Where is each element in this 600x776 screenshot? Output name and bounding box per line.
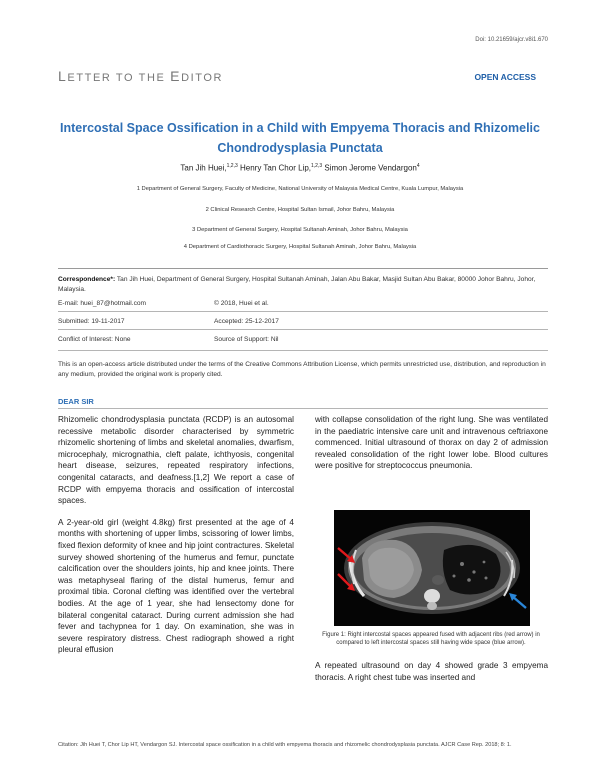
meta-divider-3 <box>58 350 548 351</box>
affiliation-4: 4 Department of Cardiothoracic Surgery, Hospital Sultanah Aminah, Johor Bahru, Malaysia <box>183 244 417 250</box>
salutation-divider <box>58 408 548 409</box>
correspondence-text: Tan Jih Huei, Department of General Surgery, Hospital Sultanah Aminah, Jalan Abu Bakar, Masjid Sultan Abu Bakar, 80000 Johor Bahru, Johor, Malaysia. <box>58 276 536 293</box>
ct-scan-image <box>334 510 530 626</box>
author-1: Tan Jih Huei, <box>180 163 227 173</box>
accepted-date: Accepted: 25-12-2017 <box>214 318 279 325</box>
section-heading <box>58 68 223 84</box>
affiliation-2: 2 Clinical Research Centre, Hospital Sultan Ismail, Johor Bahru, Malaysia <box>205 207 395 213</box>
paragraph-case: A 2-year-old girl (weight 4.8kg) first presented at the age of 4 months with shortening of upper limbs, scissoring of lower limbs, fixed flexion deformity of knee and hip joint contractures. Skeletal survey showed shortening of the humerus and femur, punctate calcification over the shoulders joints, hip and knee joints. There was metaphyseal flaring of the distal humerus, femur and proximal tibia. Coronal clefting was identified over the vertebral bodies. At the age of 1 year, she had lensectomy done for bilateral congenital cataract. During current admission she had fever and tachypnea for 1 day. On examination, she was in severe respiratory distress. Chest radiograph showed a right pleural effusion <box>58 517 294 655</box>
section-first-cap: L <box>58 68 68 84</box>
article-title: Intercostal Space Ossification in a Child with Empyema Thoracis and Rhizomelic Chondrodysplasia Punctata <box>60 121 540 155</box>
right-column-top <box>315 414 548 482</box>
paragraph-intro: Rhizomelic chondrodysplasia punctata (RCDP) is an autosomal recessive metabolic disorder characterised by symmetric rhizomelic shortening of limbs and skeletal anomalies, dwarfism, microcephaly, micrognathia, cleft palate, ichthyosis, congenital heart disease, seizures, repeated respiratory infections, congenital cataracts, and deafness.[1,2] We report a case of RCDP with empyema thoracis and ossification of intercostal spaces. <box>58 415 294 506</box>
paragraph-continuation: with collapse consolidation of the right lung. She was ventilated in the paediatric intensive care unit and intravenous ceftriaxone commenced. Initial ultrasound of thorax on day 2 of admission revealed consolidation of the right lower lobe. Blood cultures were positive for streptococcus pneumonia. <box>315 415 548 471</box>
correspondence <box>58 275 548 294</box>
conflict-of-interest: Conflict of Interest: None <box>58 336 131 343</box>
affiliation-1: 1 Department of General Surgery, Faculty of Medicine, National University of Malaysia Medical Centre, Kuala Lumpur, Malaysia <box>136 186 464 192</box>
correspondence-label: Correspondence*: <box>58 276 116 283</box>
doi[interactable]: Doi: 10.21659/ajcr.v8i1.670 <box>475 37 548 43</box>
citation-footer: Citation: Jih Huei T, Chor Lip HT, Vendargon SJ. Intercostal space ossification in a child with empyema thoracis and rhizomelic chondrodysplasia punctata. AJCR Case Rep. 2018; 8: 1. <box>58 742 512 748</box>
meta-divider-1 <box>58 311 548 312</box>
submitted-date: Submitted: 19-11-2017 <box>58 318 125 325</box>
correspondence-box <box>58 268 548 294</box>
email[interactable]: E-mail: huei_87@hotmail.com <box>58 300 147 307</box>
author-3: Simon Jerome Vendargon <box>324 163 417 173</box>
section-rest-2: DITOR <box>181 72 224 84</box>
author-3-affil: 4 <box>416 163 420 169</box>
paragraph-empyema: A repeated ultrasound on day 4 showed grade 3 empyema thoracis. A right chest tube was inserted and <box>315 661 548 682</box>
figure-caption: Figure 1: Right intercostal spaces appeared fused with adjacent ribs (red arrow) in compared to left intercostal spaces still having wide space (blue arrow). <box>322 632 540 646</box>
section-second-cap: E <box>170 68 182 84</box>
author-2-affil: 1,2,3 <box>310 163 323 169</box>
section-rest-1: ETTER TO THE <box>67 72 171 84</box>
salutation-heading: DEAR SIR <box>58 397 94 406</box>
meta-divider-2 <box>58 329 548 330</box>
open-access-badge: OPEN ACCESS <box>474 72 536 82</box>
source-of-support: Source of Support: Nil <box>214 336 279 343</box>
right-column-bottom <box>315 660 548 693</box>
left-column <box>58 414 294 666</box>
affiliation-3: 3 Department of General Surgery, Hospital Sultanah Aminah, Johor Bahru, Malaysia <box>192 227 408 233</box>
ct-scan-figure <box>334 510 530 626</box>
author-1-affil: 1,2,3 <box>226 163 238 169</box>
license-text: This is an open-access article distributed under the terms of the Creative Commons Attribution License, which permits unrestricted use, distribution, and reproduction in any medium, provided the original work is properly cited. <box>58 361 546 378</box>
copyright: © 2018, Huei et al. <box>214 300 269 307</box>
author-2: Henry Tan Chor Lip, <box>239 163 311 173</box>
author-list <box>0 163 600 173</box>
